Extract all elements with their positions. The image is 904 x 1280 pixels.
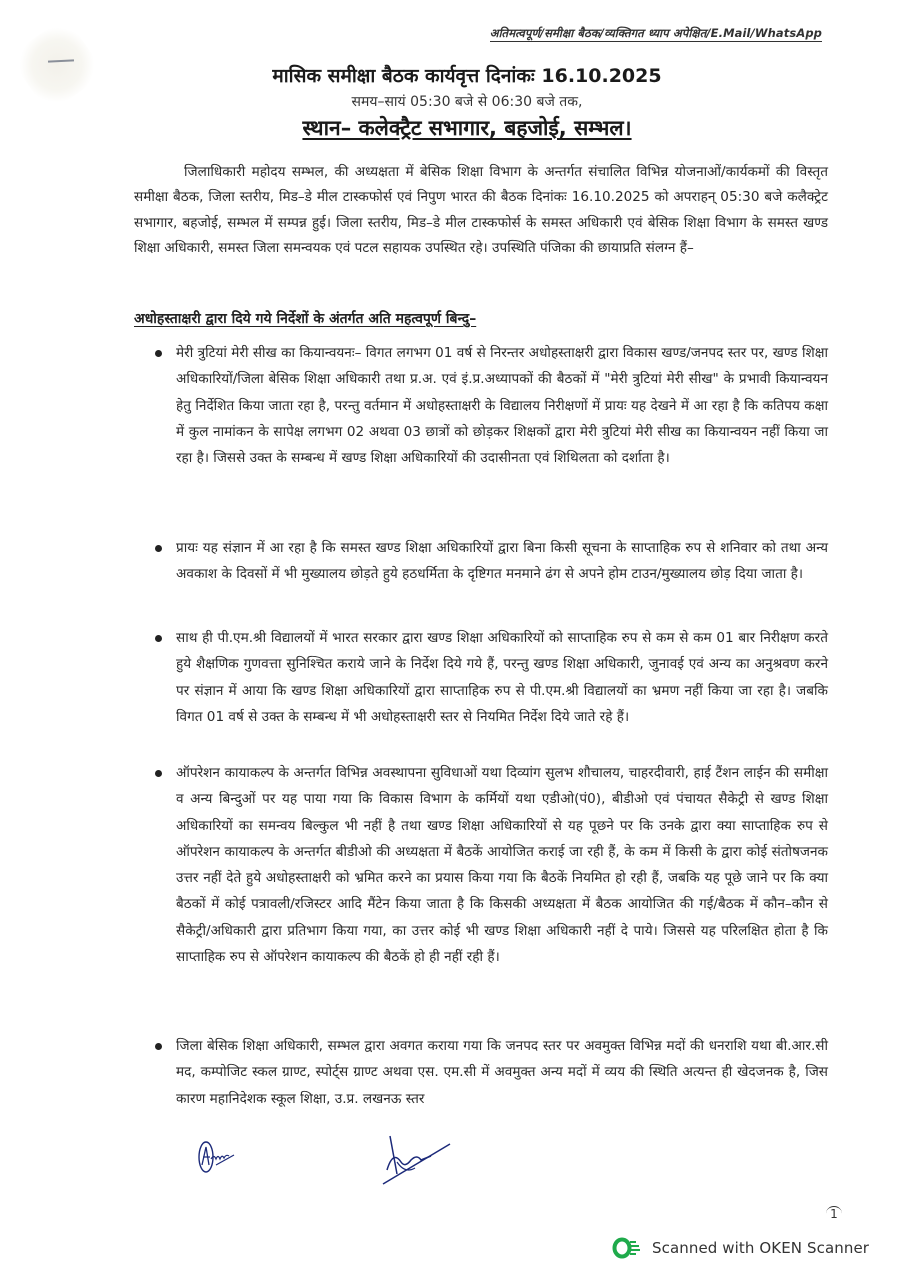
intro-paragraph: जिलाधिकारी महोदय सम्भल, की अध्यक्षता में बेसिक शिक्षा विभाग के अन्तर्गत संचालित विभिन्न योजनाओं/कार्यकमों की विस्तृत समीक्षा बैठक, जिला स्तरीय, मिड–डे मील टास्कफोर्स एवं निपुण भारत की बैठक दिनांकः 16.10.2025 को अपराहन् 05:30 बजे कलैक्ट्रेट सभागार, बहजोई, सम्भल में सम्पन्न हुई। जिला स्तरीय, मिड–डे मील टास्कफोर्स के समस्त अधिकारी एवं बेसिक शिक्षा विभाग के समस्त खण्ड शिक्षा अधिकारी, समस्त जिला समन्वयक एवं पटल सहायक उपस्थित रहे। उपस्थिति पंजिका की छायाप्रति संलग्न हैं– <box>134 164 828 257</box>
bullet-text: मेरी त्रुटियां मेरी सीख का कियान्वयनः– विगत लगभग 01 वर्ष से निरन्तर अधोहस्ताक्षरी द्वारा विकास खण्ड/जनपद स्तर पर, खण्ड शिक्षा अधिकारियों/जिला बेसिक शिक्षा अधिकारी तथा प्र.अ. एवं इं.प्र.अध्यापकों की बैठकों में "मेरी त्रुटियां मेरी सीख" के प्रभावी कियान्वयन हेतु निर्देशित किया जाता रहा है, परन्तु वर्तमान में अधोहस्ताक्षरी के विद्यालय निरीक्षणों में प्रायः यह देखने में आ रहा है कि कतिपय कक्षा में कुल नामांकन के सापेक्ष लगभग 02 अथवा 03 छात्रों को छोड़कर शिक्षकों द्वारा मेरी त्रुटियां मेरी सीख का कियान्वयन नहीं किया जा रहा है। जिससे उक्त के सम्बन्ध में खण्ड शिक्षा अधिकारियों की उदासीनता एवं शिथिलता को दर्शाता है। <box>176 345 828 467</box>
bullet-text: साथ ही पी.एम.श्री विद्यालयों में भारत सरकार द्वारा खण्ड शिक्षा अधिकारियों को साप्ताहिक रुप से कम से कम 01 बार निरीक्षण करते हुये शैक्षणिक गुणवत्ता सुनिश्चित कराये जाने के निर्देश दिये गये हैं, परन्तु खण्ड शिक्षा अधिकारी, जुनावई एवं अन्य का अनुश्रवण करने पर संज्ञान में आया कि खण्ड शिक्षा अधिकारियों द्वारा साप्ताहिक रुप से पी.एम.श्री विद्यालयों का भ्रमण नहीं किया जा रहा है। जबकि विगत 01 वर्ष से उक्त के सम्बन्ध में भी अधोहस्ताक्षरी स्तर से नियमित निर्देश दिये जाते रहे हैं। <box>176 630 828 725</box>
bullet-item <box>176 535 828 588</box>
bullet-icon <box>155 770 162 777</box>
document-title: मासिक समीक्षा बैठक कार्यवृत्त दिनांकः 16.10.2025 <box>272 65 662 87</box>
bullet-text: जिला बेसिक शिक्षा अधिकारी, सम्भल द्वारा अवगत कराया गया कि जनपद स्तर पर अवमुक्त विभिन्न मदों की धनराशि यथा बी.आर.सी मद, कम्पोजिट स्कल ग्राण्ट, स्पोर्ट्स ग्राण्ट अथवा एस. एम.सी में अवमुक्त अन्य मदों में व्यय की स्थिति अत्यन्त ही खेदजनक है, जिस कारण महानिदेशक स्कूल शिक्षा, उ.प्र. लखनऊ स्तर <box>176 1038 828 1107</box>
meeting-time: समय–सायं 05:30 बजे से 06:30 बजे तक, <box>351 94 583 110</box>
scanner-label: Scanned with OKEN Scanner <box>652 1239 870 1257</box>
bullet-icon <box>155 635 162 642</box>
scanner-watermark <box>612 1236 869 1260</box>
priority-tag: अतिमत्वपूर्ण/समीक्षा बैठक/व्यक्तिगत ध्याप अपेक्षित/E.Mail/WhatsApp <box>489 26 822 40</box>
bullet-item <box>176 760 828 970</box>
meeting-venue <box>0 114 904 142</box>
oken-scanner-logo-icon <box>612 1236 642 1260</box>
signature-initials <box>196 1135 246 1180</box>
section-heading: अधोहस्ताक्षरी द्वारा दिये गये निर्देशों के अंतर्गत अति महत्वपूर्ण बिन्दु– <box>134 311 477 327</box>
bullet-item <box>176 340 828 471</box>
bullet-icon <box>155 350 162 357</box>
bullet-text: प्रायः यह संज्ञान में आ रहा है कि समस्त खण्ड शिक्षा अधिकारियों द्वारा बिना किसी सूचना के साप्ताहिक रुप से शनिवार को तथा अन्य अवकाश के दिवसों में भी मुख्यालय छोड़ते हुये हठधर्मिता के दृष्टिगत मनमाने ढंग से अपने होम टाउन/मुख्यालय छोड़ दिया जाता है। <box>176 540 828 583</box>
signature <box>375 1132 455 1192</box>
page-number: 1 <box>826 1206 842 1221</box>
venue-text: स्थान– कलेक्ट्रैट सभागार, बहजोई, सम्भल। <box>302 116 632 140</box>
bullet-icon <box>155 545 162 552</box>
bullet-text: ऑपरेशन कायाकल्प के अन्तर्गत विभिन्न अवस्थापना सुविधाओं यथा दिव्यांग सुलभ शौचालय, चाहरदीवारी, हाई टैंशन लाईन की समीक्षा व अन्य बिन्दुओं पर यह पाया गया कि विकास विभाग के कर्मियों यथा एडीओ(पं0), बीडीओ एवं पंचायत सैकेट्री से खण्ड शिक्षा अधिकारियों का समन्वय बिल्कुल भी नहीं है तथा खण्ड शिक्षा अधिकारियों से यह पूछने पर कि उनके द्वारा क्या साप्ताहिक रुप से ऑपरेशन कायाकल्प के अन्तर्गत बीडीओ की अध्यक्षता में बैठकें आयोजित कराई जा रही हैं, के कम में किसी के द्वारा कोई संतोषजनक उत्तर नहीं देते हुये अधोहस्ताक्षरी को भ्रमित करने का प्रयास किया गया कि बैठकें नियमित हो रही हैं, जबकि यह पूछे जाने पर कि क्या बैठकों में कोई पत्रावली/रजिस्टर आदि मैंटेन किया जाता है कि किसकी अध्यक्षता में बैठक आयोजित की गई/बैठक में कौन–कौन से सैकेट्री/अधिकारी द्वारा प्रतिभाग किया गया, का उत्तर कोई भी खण्ड शिक्षा अधिकारी नहीं दे पाये। जिससे यह परिलक्षित होता है कि साप्ताहिक रुप से ऑपरेशन कायाकल्प की बैठकें हो ही नहीं रही हैं। <box>176 765 828 966</box>
bullet-item <box>176 625 828 730</box>
bullet-item <box>176 1033 828 1112</box>
bullet-icon <box>155 1043 162 1050</box>
